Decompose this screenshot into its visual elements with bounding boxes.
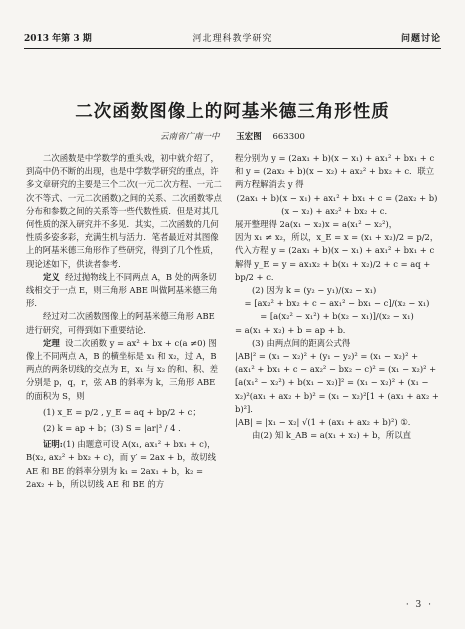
distance-intro: (3) 由两点间的距离公式得: [252, 337, 351, 348]
xe-derivation: 因为 x₁ ≠ x₂，所以，x_E = x = (x₁ + x₂)/2 = p/2，代入方程 y = (2ax₁ + b)(x − x₁) + ax₁² + bx₁ + c 解得 y_E = y = ax₁x₂ + b(x₁ + x₂)/2 + c = aq + bp/2 + c．: [235, 232, 439, 282]
definition-text: 经过抛物线上不同两点 A，B 处的两条切线相交于一点 E，则三角形 ABE 叫做阿基米德三角形．: [26, 271, 218, 309]
theorem-paragraph: [26, 337, 224, 403]
postal-code: 663300: [272, 132, 305, 142]
equation-system: (2ax₁ + b)(x − x₁) + ax₁² + bx₁ + c = (2ax₂ + b)(x − x₂) + ax₂² + bx₂ + c．: [236, 192, 438, 216]
author-name: 玉宏图: [236, 132, 262, 142]
transition-paragraph: 经过对二次函数图像上的阿基米德三角形 ABE 进行研究，可得到如下重要结论．: [26, 311, 215, 335]
theorem-item-2: (2) k = ap + b；(3) S = |ar|³ / 4 ．: [43, 423, 187, 434]
slope-step-1: = [ax₂² + bx₂ + c − ax₁² − bx₁ − c]/(x₂ − x₁): [244, 298, 430, 309]
author-affiliation: 云南省广南一中: [160, 132, 220, 142]
issue-label: 2013 年第 3 期: [24, 34, 92, 44]
slope-result: = a(x₁ + x₂) + b = ap + b．: [235, 324, 352, 335]
page-number: · 3 ·: [405, 600, 433, 610]
running-header: [24, 30, 441, 49]
theorem-item-1: (1) x_E = p/2 , y_E = aq + bp/2 + c；: [43, 406, 201, 417]
definition-paragraph: [26, 271, 224, 311]
author-line: [0, 130, 465, 142]
distance-result: |AB| = |x₁ − x₂| √(1 + (ax₁ + ax₂ + b)²) ①．: [235, 417, 417, 428]
slope-step-2: = [a(x₂² − x₁²) + b(x₂ − x₁)]/(x₂ − x₁): [260, 311, 414, 322]
slope-reference: 由(2) 知 k_AB = a(x₁ + x₂) + b，所以直: [252, 430, 411, 441]
theorem-label: 定理: [43, 337, 60, 348]
article-title: 二次函数图像上的阿基米德三角形性质: [75, 102, 390, 122]
intro-paragraph: 二次函数是中学数学的重头戏，初中就介绍了，到高中仍不断的出现，也是中学数学研究的重点，许多文章研究的主要是三个二次(一元二次方程、一元二次不等式、一元二次函数)之间的关系、二次函数零点分布和参数之间的关系等一些代数性质．但是对其几何性质的深入研究并不多见．其实，二次函数的几何性质多姿多彩，充满生机与活力．笔者最近对其图像上的阿基米德三角形作了些研究，得到了几个性质，现论述如下，供读者参考．: [26, 153, 222, 269]
proof-paragraph: [26, 438, 224, 491]
theorem-text: 设二次函数 y = ax² + bx + c(a ≠0) 图像上不同两点 A，B 的横坐标是 x₁ 和 x₂，过 A，B 两点的两条切线的交点为 E，x₁ 与 x₂ 的和、积、差分别是 p，q，r，弦 AB 的斜率为 k，三角形 ABE 的面积为 S，则: [26, 337, 219, 401]
proof-continued: 程分别为 y = (2ax₁ + b)(x − x₁) + ax₁² + bx₁ + c 和 y = (2ax₂ + b)(x − x₂) + ax₂² + bx₂ + c．联立两方程解消去 y 得: [235, 153, 435, 190]
distance-derivation: |AB|² = (x₁ − x₂)² + (y₁ − y₂)² = (x₁ − x₂)² + (ax₁² + bx₁ + c − ax₂² − bx₂ − c)² = (x₁ − x₂)² + [a(x₁² − x₂²) + b(x₁ − x₂)]² = (x₁ − x₂)² + (x₁ − x₂)²(ax₁ + ax₂ + b)² = (x₁ − x₂)²[1 + (ax₁ + ax₂ + b)²]．: [235, 351, 439, 414]
section-name: 问题讨论: [400, 34, 441, 44]
journal-name: 河北理科教学研究: [192, 34, 273, 44]
right-column: [235, 152, 439, 442]
left-column: [26, 152, 224, 491]
expanded-equation: 展开整理得 2a(x₁ − x₂)x = a(x₁² − x₂²)，: [235, 219, 398, 230]
slope-derivation: (2) 因为 k = (y₂ − y₁)/(x₂ − x₁): [252, 285, 377, 296]
definition-label: 定义: [43, 271, 60, 282]
proof-label: 证明:: [43, 439, 63, 450]
proof-text: (1) 由题意可设 A(x₁, ax₁² + bx₁ + c)，B(x₂, ax₂² + bx₂ + c)，而 y′ = 2ax + b，故切线 AE 和 BE 的斜率分别为 k₁ = 2ax₁ + b，k₂ = 2ax₂ + b，所以切线 AE 和 BE 的方: [26, 439, 216, 489]
